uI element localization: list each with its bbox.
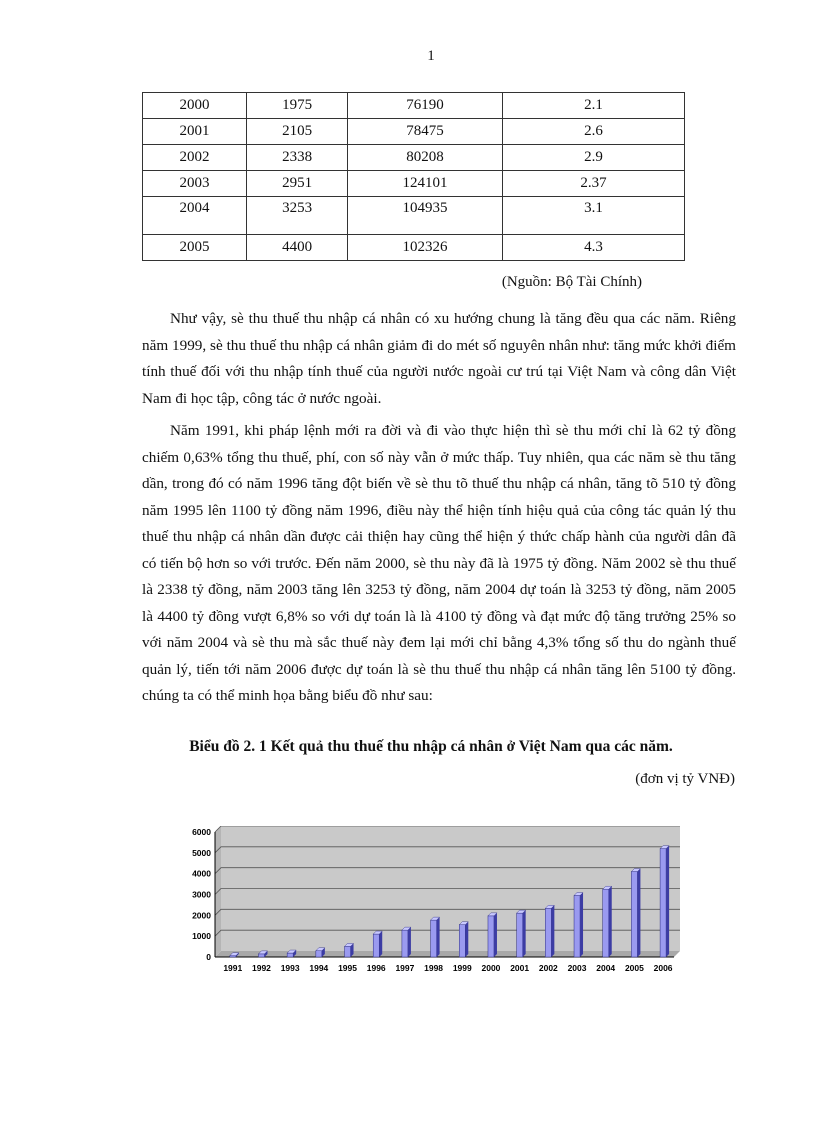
bar-side xyxy=(437,917,440,957)
table-cell: 3253 xyxy=(247,197,348,235)
x-tick-label: 2002 xyxy=(538,963,558,973)
table-cell: 80208 xyxy=(348,145,503,171)
x-tick-label: 1997 xyxy=(395,963,415,973)
y-tick-label: 2000 xyxy=(192,910,211,921)
x-tick-label: 2005 xyxy=(624,963,644,973)
y-tick-label: 4000 xyxy=(192,868,211,879)
table-cell: 2003 xyxy=(143,171,247,197)
paragraph: Năm 1991, khi pháp lệnh mới ra đời và đi vào thực hiện thì sè thu mới chỉ là 62 tỷ đồng chiếm 0,63% tổng thu thuế, phí, con số này vẫn ở mức thấp. Tuy nhiên, qua các năm sè thu tăng dần, trong đó có năm 1996 tăng đột biến về sè thu tõ thuế thu nhập cá nhân, tăng tõ 510 tỷ đồng năm 1995 lên 1100 tỷ đồng năm 1996, điều này thể hiện tính hiệu quả của công tác quản lý thu thuế thu nhập cá nhân dần được cải thiện hay cũng thể hiện ý thức chấp hành của người dân đã có tiến bộ hơn so với trước. Đến năm 2000, sè thu này đã là 1975 tỷ đồng. Năm 2002 sè thu thuế là 2338 tỷ đồng, năm 2003 tăng lên 3253 tỷ đồng, năm 2004 dự toán là 3253 tỷ đồng, năm 2005 là 4400 tỷ đồng vượt 6,8% so với dự toán là là 4100 tỷ đồng và đạt mức độ tăng trưởng 25% so với năm 2004 và sè thu mà sắc thuế này đem lại mới chỉ bằng 4,3% tổng số thu do ngành thuế quản lý, tiến tới năm 2006 được dự toán là sè thu thuế thu nhập cá nhân tăng lên 5100 tỷ đồng. chúng ta có thể minh họa bằng biểu đồ như sau: xyxy=(142,422,736,704)
x-tick-label: 1996 xyxy=(366,963,386,973)
table-cell: 104935 xyxy=(348,197,503,235)
bar xyxy=(431,920,437,957)
y-tick-label: 1000 xyxy=(192,931,211,942)
x-tick-label: 1991 xyxy=(223,963,243,973)
table-cell: 76190 xyxy=(348,93,503,119)
x-tick-label: 2000 xyxy=(481,963,501,973)
bar xyxy=(287,953,293,957)
bar xyxy=(545,908,551,957)
data-table xyxy=(142,92,685,261)
table-cell: 2000 xyxy=(143,93,247,119)
x-tick-label: 1994 xyxy=(309,963,329,973)
bar-side xyxy=(637,869,640,957)
x-tick-label: 1998 xyxy=(424,963,444,973)
bar-side xyxy=(609,886,612,957)
bar xyxy=(258,954,264,957)
table-source-note: (Nguồn: Bộ Tài Chính) xyxy=(501,274,642,290)
table-cell: 2338 xyxy=(247,145,348,171)
table-cell: 102326 xyxy=(348,235,503,261)
x-tick-label: 2004 xyxy=(596,963,616,973)
table-cell: 124101 xyxy=(348,171,503,197)
table-cell: 78475 xyxy=(348,119,503,145)
bar-side xyxy=(379,931,382,957)
table-row xyxy=(143,171,685,197)
x-tick-label: 2003 xyxy=(567,963,587,973)
table-cell: 4.3 xyxy=(502,235,684,261)
table-cell: 2004 xyxy=(143,197,247,235)
bar xyxy=(631,872,637,957)
bar xyxy=(459,925,465,957)
chart-unit-note: (đơn vị tỷ VNĐ) xyxy=(635,771,735,787)
table-cell: 2005 xyxy=(143,235,247,261)
table-cell: 3.1 xyxy=(502,197,684,235)
table-cell: 2001 xyxy=(143,119,247,145)
bar xyxy=(603,889,609,957)
bar-side xyxy=(666,846,669,957)
bar-side xyxy=(494,913,497,957)
bar xyxy=(517,913,523,957)
y-tick-label: 6000 xyxy=(192,827,211,837)
table-cell: 2105 xyxy=(247,119,348,145)
bar xyxy=(574,896,580,957)
table-cell: 2002 xyxy=(143,145,247,171)
bar xyxy=(373,934,379,957)
x-tick-label: 1992 xyxy=(252,963,271,973)
y-tick-label: 5000 xyxy=(192,847,211,858)
bar xyxy=(345,946,351,957)
x-tick-label: 2001 xyxy=(510,963,530,973)
table-cell: 2.6 xyxy=(502,119,684,145)
table-row xyxy=(143,145,685,171)
bar xyxy=(488,916,494,957)
chart-caption: Biểu đồ 2. 1 Kết quả thu thuế thu nhập cá nhân ở Việt Nam qua các năm. xyxy=(189,738,673,755)
x-tick-label: 2006 xyxy=(653,963,673,973)
x-tick-label: 1999 xyxy=(452,963,472,973)
y-tick-label: 3000 xyxy=(192,889,211,900)
paragraph: Như vậy, sè thu thuế thu nhập cá nhân có xu hướng chung là tăng đều qua các năm. Riêng năm 1999, sè thu thuế thu nhập cá nhân giảm đi do mét số nguyên nhân như: tăng mức khởi điểm tính thuế đối với thu nhập tính thuế của người nước ngoài cư trú tại Việt Nam và công dân Việt Nam đi học tập, công tác ở nước ngoài. xyxy=(142,310,736,407)
table-cell: 4400 xyxy=(247,235,348,261)
table-row xyxy=(143,197,685,235)
table-cell: 2.37 xyxy=(502,171,684,197)
table-cell: 2951 xyxy=(247,171,348,197)
table-row xyxy=(143,119,685,145)
table-cell: 1975 xyxy=(247,93,348,119)
bar-side xyxy=(523,910,526,957)
bar-chart xyxy=(175,826,685,986)
bar xyxy=(660,849,666,957)
table-row xyxy=(143,235,685,261)
page-number: 1 xyxy=(427,48,435,64)
bar-side xyxy=(551,905,554,957)
bar-side xyxy=(408,927,411,957)
y-tick-label: 0 xyxy=(206,952,211,962)
bar xyxy=(402,930,408,957)
bar-side xyxy=(580,893,583,957)
table-row xyxy=(143,93,685,119)
x-tick-label: 1993 xyxy=(280,963,300,973)
table-cell: 2.1 xyxy=(502,93,684,119)
x-tick-label: 1995 xyxy=(338,963,357,973)
table-cell: 2.9 xyxy=(502,145,684,171)
bar xyxy=(316,951,322,957)
bar-side xyxy=(465,922,468,957)
data-table-body xyxy=(143,93,685,261)
